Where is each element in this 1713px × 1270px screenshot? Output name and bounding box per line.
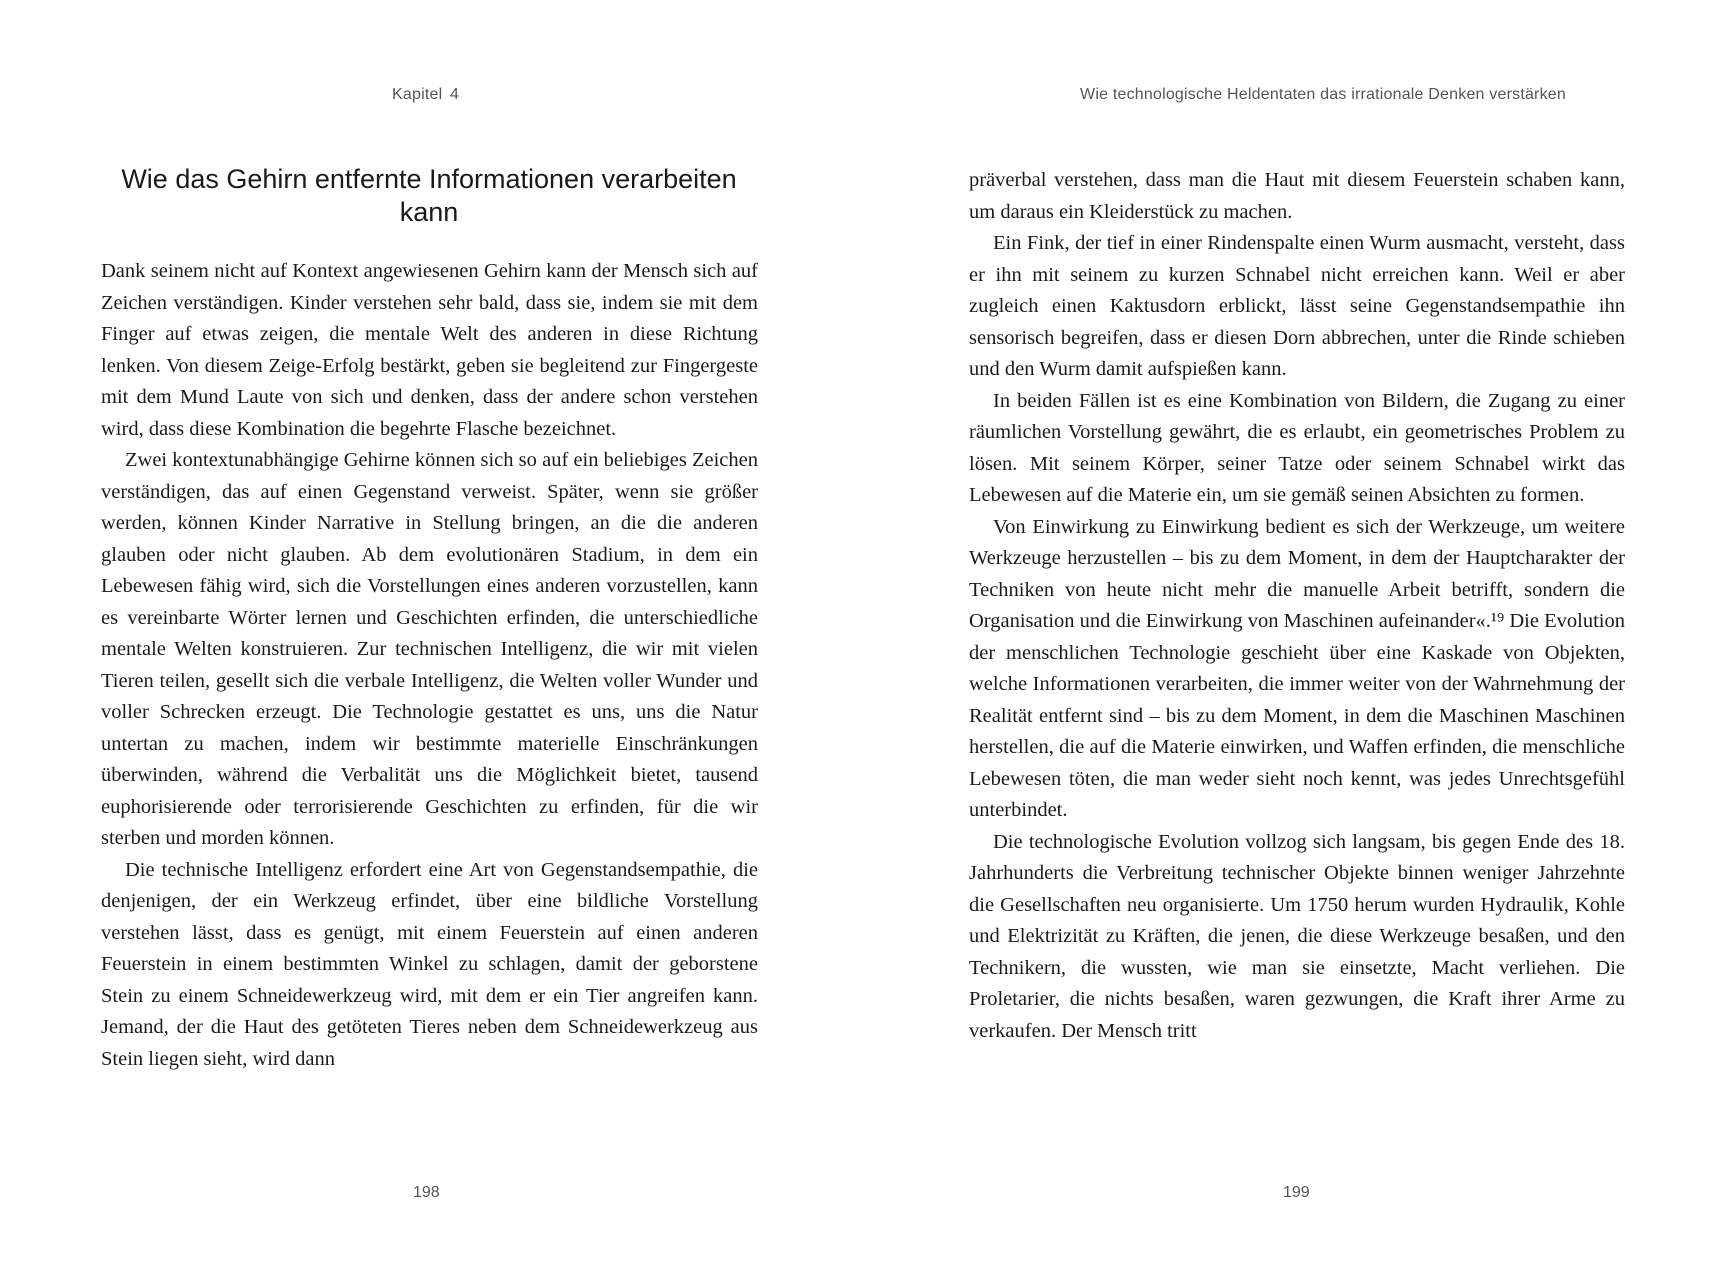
right-paragraph-5: Die technologische Evolution vollzog sich langsam, bis gegen Ende des 18. Jahrhunderts die Verbreitung technischer Objekte binnen weniger Jahrzehnte die Gesellschaften neu organisierte. Um 1750 herum wurden Hydraulik, Kohle und Elektrizität zu Kräften, die jenen, die diese Werkzeuge besaßen, und den Technikern, die wussten, wie man sie einsetzte, Macht verliehen. Die Proletarier, die nichts besaßen, waren gezwungen, die Kraft ihrer Arme zu verkaufen. Der Mensch tritt [969, 830, 1625, 1042]
running-head-left: Kapitel 4 [392, 86, 460, 103]
running-head-right: Wie technologische Heldentaten das irrationale Denken verstärken [1080, 86, 1566, 103]
right-paragraph-4: Von Einwirkung zu Einwirkung bedient es sich der Werkzeuge, um weitere Werkzeuge herzustellen – bis zu dem Moment, in dem der Hauptcharakter der Techniken von heute nicht mehr die manuelle Arbeit betrifft, sondern die Organisation und die Einwirkung von Maschinen aufeinander«.¹⁹ Die Evolution der menschlichen Technologie geschieht über eine Kaskade von Objekten, welche Informationen verarbeiten, die immer weiter von der Wahrnehmung der Realität entfernt sind – bis zu dem Moment, in dem die Maschinen Maschinen herstellen, die auf die Materie einwirken, und Waffen erfinden, die menschliche Lebewesen töten, die man weder sieht noch kennt, was jedes Unrechtsgefühl unterbindet. [969, 515, 1625, 821]
left-body-text [101, 256, 758, 1075]
left-paragraph-3: Die technische Intelligenz erfordert eine Art von Gegenstandsempathie, die denjenigen, der ein Werkzeug erfindet, über eine bildliche Vorstellung verstehen lässt, dass es genügt, mit einem Feuerstein auf einen anderen Feuerstein in einem bestimmten Winkel zu schlagen, damit der geborstene Stein zu einem Schneidewerkzeug wird, mit dem er ein Tier angreifen kann. Jemand, der die Haut des getöteten Tieres neben dem Schneidewerkzeug aus Stein liegen sieht, wird dann [101, 858, 758, 1070]
left-paragraph-2: Zwei kontextunabhängige Gehirne können sich so auf ein beliebiges Zeichen verständigen, das auf einen Gegenstand verweist. Später, wenn sie größer werden, können Kinder Narrative in Stellung bringen, an die die anderen glauben oder nicht glauben. Ab dem evolutionären Stadium, in dem ein Lebewesen fähig wird, sich die Vorstellungen eines anderen vorzustellen, kann es vereinbarte Wörter lernen und Geschichten erfinden, die unterschiedliche mentale Welten konstruieren. Zur technischen Intelligenz, die wir mit vielen Tieren teilen, gesellt sich die verbale Intelligenz, die Welten voller Wunder und voller Schrecken erzeugt. Die Technologie gestattet es uns, uns die Natur untertan zu machen, indem wir bestimmte materielle Einschränkungen überwinden, während die Verbalität uns die Möglichkeit bietet, tausend euphorisierende oder terrorisierende Geschichten zu erfinden, für die wir sterben und morden können. [101, 449, 758, 849]
page-number-left: 198 [413, 1184, 440, 1201]
left-page [0, 0, 856, 1270]
section-title: Wie das Gehirn entfernte Informationen verarbeiten kann [121, 164, 737, 227]
right-page [856, 0, 1713, 1270]
right-body-text [969, 165, 1625, 1047]
right-paragraph-2: Ein Fink, der tief in einer Rindenspalte einen Wurm ausmacht, versteht, dass er ihn mit seinem zu kurzen Schnabel nicht erreichen kann. Weil er aber zugleich einen Kaktusdorn erblickt, lässt seine Gegenstandsempathie ihn sensorisch begreifen, dass er diesen Dorn abbrechen, unter die Rinde schieben und den Wurm damit aufspießen kann. [969, 232, 1625, 380]
page-number-right: 199 [1283, 1184, 1310, 1201]
right-paragraph-1: präverbal verstehen, dass man die Haut mit diesem Feuerstein schaben kann, um daraus ein Kleiderstück zu machen. [969, 169, 1625, 223]
left-paragraph-1: Dank seinem nicht auf Kontext angewiesenen Gehirn kann der Mensch sich auf Zeichen verständigen. Kinder verstehen sehr bald, dass sie, indem sie mit dem Finger auf etwas zeigen, die mentale Welt des anderen in diese Richtung lenken. Von diesem Zeige-Erfolg bestärkt, geben sie begleitend zur Fingergeste mit dem Mund Laute von sich und denken, dass der andere schon verstehen wird, dass diese Kombination die begehrte Flasche bezeichnet. [101, 260, 758, 440]
right-paragraph-3: In beiden Fällen ist es eine Kombination von Bildern, die Zugang zu einer räumlichen Vorstellung gewährt, die es erlaubt, ein geometrisches Problem zu lösen. Mit seinem Körper, seiner Tatze oder seinem Schnabel wirkt das Lebewesen auf die Materie ein, um sie gemäß seinen Absichten zu formen. [969, 389, 1625, 506]
